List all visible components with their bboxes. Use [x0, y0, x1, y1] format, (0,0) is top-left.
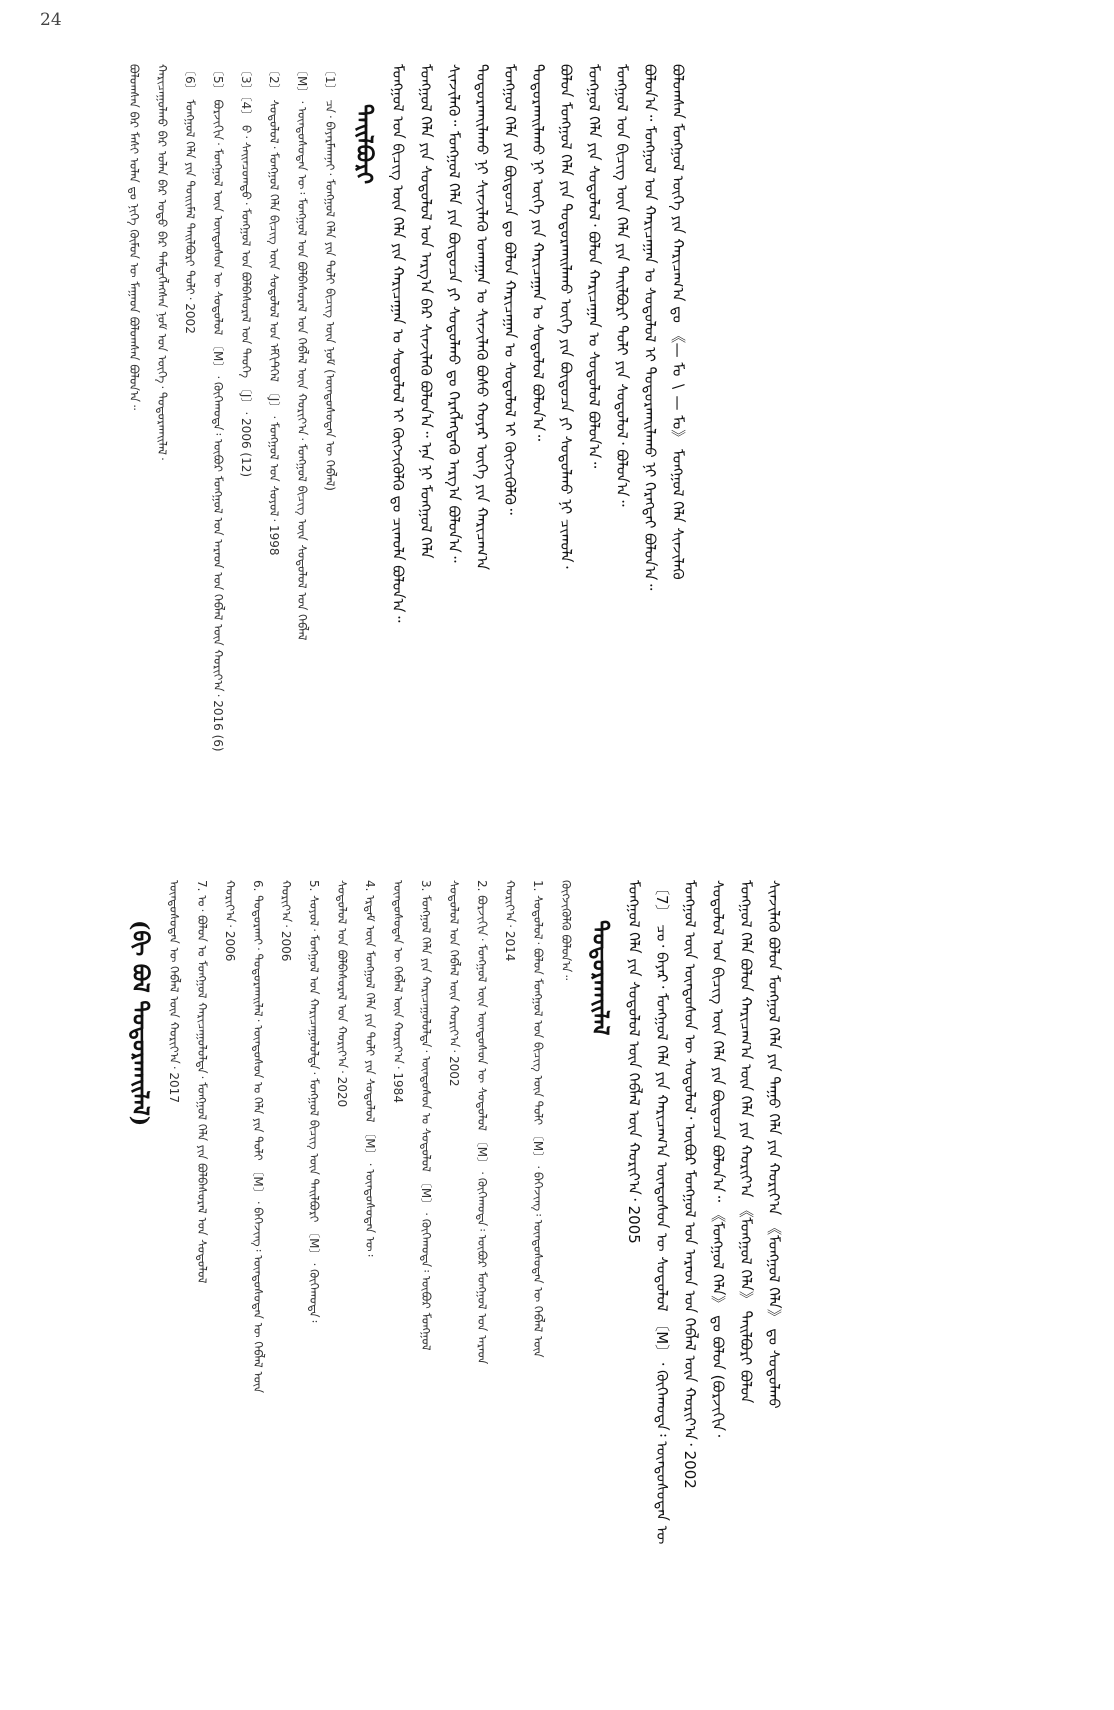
- ref-line: 1. ᠰᠤᠳᠤᠯᠤᠯ᠂ ᠪᠣᠯᠤᠨ ᠮᠣᠩᠭᠣᠯ ᠤᠨ ᠪᠢᠴᠢᠭ ᠦᠨ ᠲᠣᠯᠢ 〔M〕᠂ ᠪᠡᠭᠡᠵᠢᠩ᠄ ᠦᠨᠳᠦᠰᠦᠲᠡᠨ ᠦ ᠬᠡᠪᠯᠡᠯ ᠦᠨ: [531, 880, 545, 1358]
- body-line: ᠰᠢᠨᠵᠢᠯᠡᠬᠦ ᠪᠣᠯᠤᠨ ᠮᠣᠩᠭᠣᠯ ᠬᠡᠯᠡ ᠶᠢᠨ ᠳᠠᠭᠤ ᠬᠡᠯᠡ ᠶᠢᠨ ᠬᠣᠷᠢᠶ᠎ᠠ 《ᠮᠣᠩᠭᠣᠯ ᠬᠡᠯᠡ》 ᠳᠤ ᠰᠤᠳᠤᠯᠬᠤ: [765, 880, 783, 1409]
- ref-line: 7. ᠣ᠂ ᠪᠣᠯᠤᠨ ᠤ ᠮᠣᠩᠭᠣᠯ ᠬᠠᠷᠢᠴᠠᠭᠤᠯᠤᠯᠲᠠ᠂ ᠮᠣᠩᠭᠣᠯ ᠬᠡᠯᠡ ᠶᠢᠨ ᠪᠣᠯᠪᠠᠰᠤᠷᠠᠯ ᠤᠨ ᠰᠤᠳᠤᠯᠤᠯ: [195, 880, 209, 1284]
- ref-line: 3. ᠮᠣᠩᠭᠣᠯ ᠬᠡᠯᠡ ᠶᠢᠨ ᠬᠠᠷᠢᠴᠠᠭᠤᠯᠤᠯᠲᠠ᠂ ᠦᠨᠳᠦᠰᠦᠨ ᠤ ᠰᠤᠳᠤᠯᠤᠯ 〔M〕᠂ ᠬᠥᠬᠡᠬᠣᠲᠠ᠄ ᠥᠪᠥᠷ ᠮᠣᠩᠭᠣᠯ: [419, 880, 433, 1351]
- ref-line: ᠬᠣᠷᠢᠶ᠎ᠠ᠂ 2014: [503, 880, 517, 962]
- ref-line: 〔5〕 ᠪᠣᠷᠵᠢᠭᠢᠨ᠂ ᠮᠣᠩᠭᠣᠯ ᠦᠨ ᠦᠨᠳᠦᠰᠦᠨ ᠦ ᠰᠤᠳᠤᠯᠤᠯ 〔M〕᠂ ᠬᠥᠬᠡᠬᠣᠲᠠ᠄ ᠥᠪᠥᠷ ᠮᠣᠩᠭᠣᠯ ᠤᠨ ᠠᠷᠠᠳ ᠤᠨ ᠬᠡᠪᠯᠡᠯ ᠦᠨ ᠬᠣᠷᠢᠶ᠎ᠠ᠂ 2016 (6): [211, 64, 225, 752]
- ref-line: 2. ᠪᠣᠷᠵᠢᠭᠢᠨ᠂ ᠮᠣᠩᠭᠣᠯ ᠦᠨ ᠦᠨᠳᠦᠰᠦᠨ ᠦ ᠰᠤᠳᠤᠯᠤᠯ 〔M〕᠂ ᠬᠥᠬᠡᠬᠣᠲᠠ᠄ ᠥᠪᠥᠷ ᠮᠣᠩᠭᠣᠯ ᠤᠨ ᠠᠷᠠᠳ: [475, 880, 489, 1365]
- ref-line: 〔M〕᠂ ᠦᠨᠳᠦᠰᠦᠲᠡᠨ ᠦ᠄ ᠮᠣᠩᠭᠣᠯ ᠤᠨ ᠪᠣᠯᠪᠠᠰᠤᠷᠠᠯ ᠤᠨ ᠬᠡᠪᠯᠡᠯ ᠦᠨ ᠬᠣᠷᠢᠶ᠎ᠠ᠂ ᠮᠣᠩᠭᠣᠯ ᠪᠢᠴᠢᠭ ᠦᠨ ᠰᠤᠳᠤᠯᠤᠯ ᠤᠨ ᠬᠡᠪᠯᠡᠯ: [295, 64, 309, 641]
- ref-line: ᠬᠠᠷᠢᠴᠠᠭᠤᠯᠬᠤ ᠪᠡᠷ ᠣᠯᠠᠨ ᠪᠠᠷ ᠣᠳᠣ ᠪᠠᠷ ᠲᠡᠮᠳᠡᠭᠯᠡᠭᠰᠡᠨ ᠨᠣᠮ ᠤᠨ ᠦᠭᠡ᠂ ᠲᠣᠳᠣᠷᠬᠠᠢᠯᠠᠯ᠂: [155, 64, 169, 460]
- reference-title: (ᠪᠢ ᠪᠣᠯ ᠲᠣᠳᠣᠷᠬᠠᠢᠯᠠᠯ): [127, 920, 153, 1127]
- body-line: ᠲᠣᠳᠣᠷᠬᠠᠢᠯᠠᠬᠤ ᠨᠢ ᠦᠭᠡ ᠶᠢᠨ ᠬᠠᠷᠢᠴᠠᠭᠠᠨ ᠤ ᠰᠤᠳᠤᠯᠤᠯ ᠪᠣᠯᠤᠨ᠎ᠠ᠃: [529, 64, 547, 441]
- body-line: ᠲᠣᠳᠣᠷᠬᠠᠢᠯᠠᠬᠤ ᠨᠢ ᠰᠢᠨᠵᠢᠯᠡᠬᠦ ᠤᠬᠠᠭᠠᠨ ᠤ ᠰᠢᠨᠵᠢᠯᠡᠬᠦ ᠪᠤᠰᠤ ᠬᠣᠶᠠᠷ ᠦᠭᠡ ᠶᠢᠨ ᠬᠠᠷᠢᠴᠠᠭ᠎ᠠ: [473, 64, 491, 571]
- ref-line: 6. ᠲᠣᠳᠣᠷᠬᠠᠢ᠂ ᠲᠣᠳᠣᠷᠬᠠᠢᠯᠠᠯ᠂ ᠦᠨᠳᠦᠰᠦᠨ ᠤ ᠬᠡᠯᠡ ᠶᠢᠨ ᠲᠣᠯᠢ 〔M〕᠂ ᠪᠡᠭᠡᠵᠢᠩ᠄ ᠦᠨᠳᠦᠰᠦᠲᠡᠨ ᠦ ᠬᠡᠪᠯᠡᠯ ᠦᠨ: [251, 880, 265, 1394]
- ref-line: ᠬᠥᠭᠵᠢᠭᠦᠯᠬᠦ ᠪᠣᠯᠤᠨ᠎ᠠ᠃: [559, 880, 573, 981]
- ref-line: ᠪᠣᠯᠤᠭᠰᠠᠨ ᠪᠡᠷ ᠮᠠᠰᠢ ᠣᠯᠠᠨ ᠳᠤ ᠨᠢᠭᠡ ᠬᠦᠮᠦᠨ ᠦ ᠮᠠᠭᠠᠳ ᠪᠣᠯᠤᠭᠰᠠᠨ ᠪᠣᠯᠤᠨ᠎ᠠ᠃: [127, 64, 141, 410]
- body-line: ᠮᠣᠩᠭᠣᠯ ᠬᠡᠯᠡ ᠶᠢᠨ ᠰᠤᠳᠤᠯᠤᠯ ᠤᠨ ᠠᠷᠭ᠎ᠠ ᠪᠠᠷ ᠰᠢᠨᠵᠢᠯᠡᠬᠦ ᠪᠣᠯᠤᠨ᠎ᠠ᠃ ᠡᠨᠡ ᠨᠢ ᠮᠣᠩᠭᠣᠯ ᠬᠡᠯᠡ: [417, 64, 435, 559]
- ref-line: ᠬᠣᠷᠢᠶ᠎ᠠ᠂ 2006: [223, 880, 237, 962]
- body-line: ᠮᠣᠩᠭᠣᠯ ᠬᠡᠯᠡ ᠶᠢᠨ ᠰᠤᠳᠤᠯᠤᠯ ᠦᠨ ᠬᠡᠪᠯᠡᠯ ᠦᠨ ᠬᠣᠷᠢᠶ᠎ᠠ᠂ 2005: [625, 880, 643, 1244]
- ref-line: 〔3〕〔4〕 ᠪ᠂ ᠰᠠᠢᠨᠴᠣᠭᠲᠤ᠂ ᠮᠣᠩᠭᠣᠯ ᠤᠨ ᠪᠣᠯᠪᠠᠰᠤᠷᠠᠯ ᠤᠨ ᠲᠡᠦᠬᠡ 〔J〕᠂ 2006 (12): [239, 64, 253, 478]
- ref-line: 〔6〕 ᠮᠣᠩᠭᠣᠯ ᠬᠡᠯᠡ ᠶᠢᠨ ᠲᠣᠢᠢᠮᠠᠯ ᠲᠠᠢᠯᠪᠤᠷᠢ ᠲᠣᠯᠢ᠂ 2002: [183, 64, 197, 334]
- body-line: ᠮᠣᠩᠭᠣᠯ ᠤᠨ ᠪᠢᠴᠢᠭ ᠦᠨ ᠬᠡᠯᠡ ᠶᠢᠨ ᠲᠠᠢᠯᠪᠤᠷᠢ ᠲᠣᠯᠢ ᠶᠢᠨ ᠰᠤᠳᠤᠯᠤᠯ᠂ ᠪᠣᠯᠤᠨ᠎ᠠ᠃: [613, 64, 631, 507]
- section-heading: ᠲᠠᠢᠯᠪᠤᠷᠢ: [351, 104, 377, 185]
- ref-line: ᠦᠨᠳᠦᠰᠦᠲᠡᠨ ᠦ ᠬᠡᠪᠯᠡᠯ ᠦᠨ ᠬᠣᠷᠢᠶ᠎ᠠ᠂ 1984: [391, 880, 405, 1103]
- body-line: ᠰᠤᠳᠤᠯᠤᠯ ᠤᠨ ᠪᠢᠴᠢᠭ ᠦᠨ ᠬᠡᠯᠡ ᠶᠢᠨ ᠪᠦᠲᠦᠴᠡ ᠪᠣᠯᠤᠨ᠎ᠠ᠃ 《ᠮᠣᠩᠭᠣᠯ ᠬᠡᠯᠡ》 ᠳᠤ ᠪᠣᠯᠤᠨ (ᠪᠣᠷᠵᠢᠭᠢᠨ᠂: [709, 880, 727, 1438]
- ref-line: 4. ᠡᠷᠳᠡᠮ ᠦᠨ ᠮᠣᠩᠭᠣᠯ ᠬᠡᠯᠡ ᠶᠢᠨ ᠲᠣᠯᠢ ᠶᠢᠨ ᠰᠤᠳᠤᠯᠤᠯ 〔M〕᠂ ᠦᠨᠳᠦᠰᠦᠲᠡᠨ ᠦ᠄: [363, 880, 377, 1257]
- body-line: ᠪᠣᠯᠤᠨ᠎ᠠ᠃ ᠮᠣᠩᠭᠣᠯ ᠤᠨ ᠬᠠᠷᠢᠴᠠᠭᠠᠨ ᠤ ᠰᠤᠳᠤᠯᠤᠯ ᠢ ᠲᠣᠳᠣᠷᠬᠠᠢᠯᠠᠬᠤ ᠨᠢ ᠬᠡᠷᠡᠭᠲᠡᠢ ᠪᠣᠯᠤᠨ᠎ᠠ᠃: [641, 64, 659, 591]
- right-column: [120, 880, 940, 1688]
- body-line: ᠪᠣᠯᠤᠨ ᠮᠣᠩᠭᠣᠯ ᠬᠡᠯᠡ ᠶᠢᠨ ᠲᠣᠳᠣᠷᠬᠠᠢᠯᠠᠬᠤ ᠦᠭᠡ ᠶᠢᠨ ᠪᠦᠲᠦᠴᠡ ᠶᠢ ᠰᠤᠳᠤᠯᠬᠤ ᠨᠢ ᠴᠢᠬᠤᠯᠠ᠂: [557, 64, 575, 569]
- left-column: [120, 64, 940, 872]
- body-line: ᠪᠣᠯᠤᠭᠰᠠᠨ ᠮᠣᠩᠭᠣᠯ ᠦᠭᠡ ᠶᠢᠨ ᠬᠠᠷᠢᠴᠠᠭ᠎ᠠ ᠳᠤ 《— ᠮᠣ ∖ — ᠮᠣ》 ᠮᠣᠩᠭᠣᠯ ᠬᠡᠯᠡ ᠰᠢᠨᠵᠢᠯᠡᠬᠦ: [669, 64, 687, 580]
- ref-line: ᠦᠨᠳᠦᠰᠦᠲᠡᠨ ᠦ ᠬᠡᠪᠯᠡᠯ ᠦᠨ ᠬᠣᠷᠢᠶ᠎ᠠ᠂ 2017: [167, 880, 181, 1103]
- ref-line: ᠬᠣᠷᠢᠶ᠎ᠠ᠂ 2006: [279, 880, 293, 962]
- body-line: ᠮᠣᠩᠭᠣᠯ ᠤᠨ ᠪᠢᠴᠢᠭ ᠦᠨ ᠬᠡᠯᠡ ᠶᠢᠨ ᠬᠠᠷᠢᠴᠠᠭᠠᠨ ᠤ ᠰᠤᠳᠤᠯᠤᠯ ᠢ ᠬᠥᠭᠵᠢᠭᠦᠯᠬᠦ ᠳᠤ ᠴᠢᠬᠤᠯᠠ ᠪᠣᠯᠤᠨ᠎ᠠ᠃: [389, 64, 407, 623]
- ref-line: 〔1〕 ᠴᠠ᠂ ᠪᠠᠶᠠᠷᠮᠠᠭᠨᠠᠢ᠂ ᠮᠣᠩᠭᠣᠯ ᠬᠡᠯᠡ ᠶᠢᠨ ᠲᠣᠯᠢ ᠪᠢᠴᠢᠭ ᠦᠨ ᠨᠣᠮ (ᠦᠨᠳᠦᠰᠦᠲᠡᠨ ᠦ ᠬᠡᠪᠯᠡᠯ): [323, 64, 337, 491]
- body-line: ᠮᠣᠩᠭᠣᠯ ᠦᠨ ᠦᠨᠳᠦᠰᠦᠨ ᠦ ᠰᠤᠳᠤᠯᠤᠯ᠂ ᠥᠪᠥᠷ ᠮᠣᠩᠭᠣᠯ ᠤᠨ ᠠᠷᠠᠳ ᠤᠨ ᠬᠡᠪᠯᠡᠯ ᠦᠨ ᠬᠣᠷᠢᠶ᠎ᠠ᠂ 2002: [681, 880, 699, 1489]
- body-line: ᠮᠣᠩᠭᠣᠯ ᠬᠡᠯᠡ ᠶᠢᠨ ᠰᠤᠳᠤᠯᠤᠯ᠂ ᠪᠣᠯᠤᠨ ᠬᠠᠷᠢᠴᠠᠭᠠᠨ ᠤ ᠰᠤᠳᠤᠯᠤᠯ ᠪᠣᠯᠤᠨ᠎ᠠ᠃: [585, 64, 603, 469]
- ref-line: ᠰᠤᠳᠤᠯᠤᠯ ᠤᠨ ᠪᠣᠯᠪᠠᠰᠤᠷᠠᠯ ᠤᠨ ᠬᠣᠷᠢᠶ᠎ᠠ᠂ 2020: [335, 880, 349, 1108]
- body-line: 〔7〕 ᠴᠣ᠂ ᠪᠠᠶᠠᠷ᠂ ᠮᠣᠩᠭᠣᠯ ᠬᠡᠯᠡ ᠶᠢᠨ ᠬᠠᠷᠢᠴᠠᠭ᠎ᠠ ᠦᠨᠳᠦᠰᠦᠨ ᠦ ᠰᠤᠳᠤᠯᠤᠯ 〔M〕᠂ ᠬᠥᠬᠡᠬᠣᠲᠠ᠄ ᠦᠨᠳᠦᠰᠦᠲᠡᠨ ᠦ: [653, 880, 671, 1545]
- ref-line: 〔2〕 ᠰᠤᠳᠤᠯᠤᠯ᠂ ᠮᠣᠩᠭᠣᠯ ᠬᠡᠯᠡ ᠪᠢᠴᠢᠭ ᠦᠨ ᠰᠤᠳᠤᠯᠤᠯ ᠤᠨ ᠡᠮᠬᠢᠲᠭᠡᠯ 〔J〕᠂ ᠮᠣᠩᠭᠣᠯ ᠤᠨ ᠰᠣᠶᠤᠯ᠂ 1998: [267, 64, 281, 556]
- body-line: ᠮᠣᠩᠭᠣᠯ ᠬᠡᠯᠡ ᠪᠣᠯᠤᠨ ᠬᠠᠷᠢᠴᠠᠭ᠎ᠠ ᠦᠨ ᠬᠡᠯᠡ ᠶᠢᠨ ᠬᠣᠷᠢᠶ᠎ᠠ 《ᠮᠣᠩᠭᠣᠯ ᠬᠡᠯᠡ》 ᠲᠠᠢᠯᠪᠤᠷᠢ ᠪᠣᠯᠤᠨ: [737, 880, 755, 1404]
- ref-line: 5. ᠰᠣᠶᠤᠯ᠂ ᠮᠣᠩᠭᠣᠯ ᠤᠨ ᠬᠠᠷᠢᠴᠠᠭᠤᠯᠤᠯᠲᠠ᠂ ᠮᠣᠩᠭᠣᠯ ᠪᠢᠴᠢᠭ ᠦᠨ ᠲᠠᠢᠯᠪᠤᠷᠢ 〔M〕᠂ ᠬᠥᠬᠡᠬᠣᠲᠠ᠄: [307, 880, 321, 1323]
- page-number: 24: [40, 10, 62, 30]
- body-line: ᠰᠢᠨᠵᠢᠯᠡᠬᠦ᠃ ᠮᠣᠩᠭᠣᠯ ᠬᠡᠯᠡ ᠶᠢᠨ ᠪᠦᠲᠦᠴᠡ ᠶᠢ ᠰᠤᠳᠤᠯᠬᠤ ᠳᠤ ᠬᠡᠷᠡᠭᠯᠡᠭᠳᠡᠬᠦ ᠠᠷᠭ᠎ᠠ ᠪᠣᠯᠤᠨ᠎ᠠ᠃: [445, 64, 463, 563]
- body-line: ᠮᠣᠩᠭᠣᠯ ᠬᠡᠯᠡ ᠶᠢᠨ ᠪᠦᠲᠦᠴᠡ ᠳᠤ ᠪᠣᠯᠤᠨ ᠬᠠᠷᠢᠴᠠᠭᠠᠨ ᠤ ᠰᠤᠳᠤᠯᠤᠯ ᠢ ᠬᠥᠭᠵᠢᠭᠦᠯᠬᠦ᠃: [501, 64, 519, 515]
- ref-line: ᠰᠤᠳᠤᠯᠤᠯ ᠤᠨ ᠬᠡᠪᠯᠡᠯ ᠦᠨ ᠬᠣᠷᠢᠶ᠎ᠠ᠂ 2002: [447, 880, 461, 1087]
- section-heading: ᠲᠣᠳᠣᠷᠬᠠᠢᠯᠠᠯ: [587, 920, 613, 1036]
